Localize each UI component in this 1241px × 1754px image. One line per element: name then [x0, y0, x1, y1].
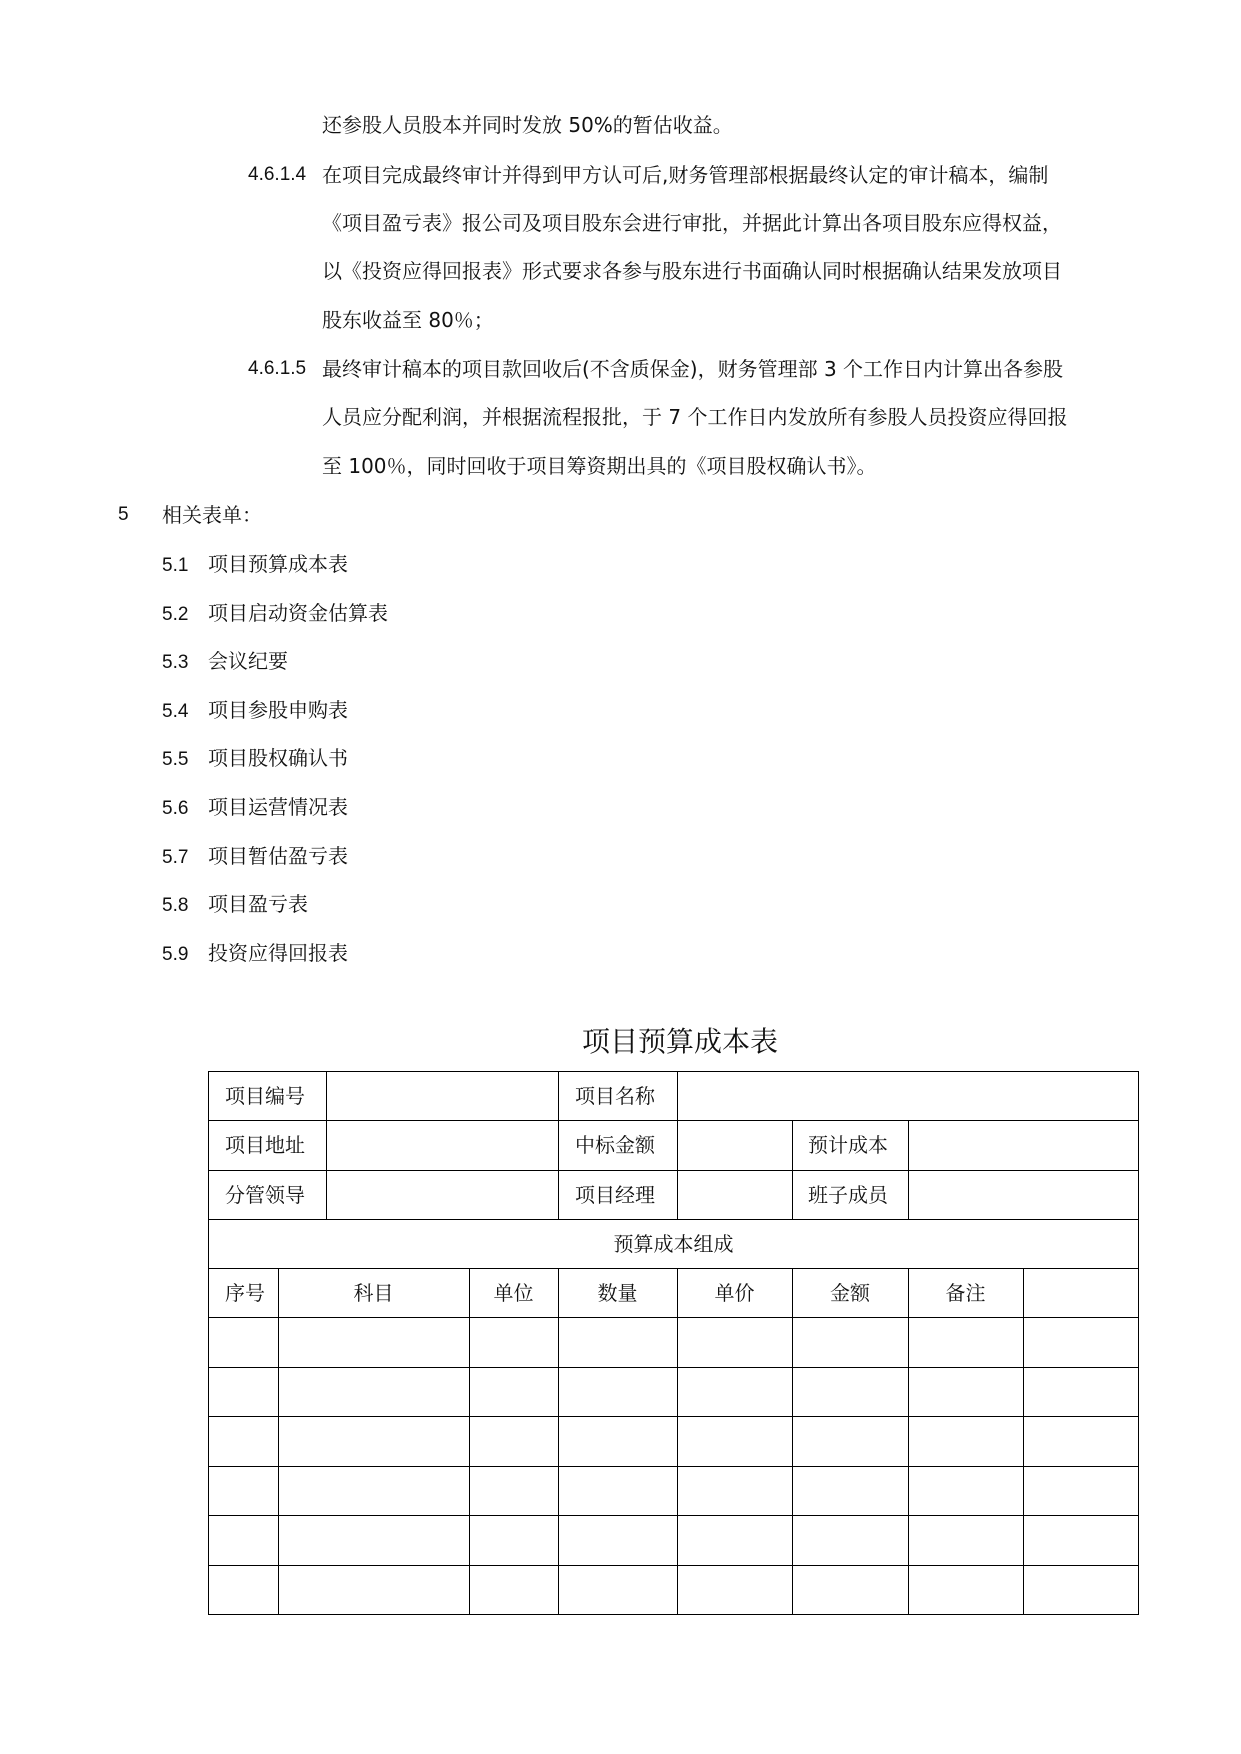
form-list-number: 5.8 [162, 895, 189, 916]
col-header: 序号 [225, 1281, 265, 1305]
paragraph-line: 人员应分配利润，并根据流程报批，于 7 个工作日内发放所有参股人员投资应得回报 [322, 405, 1068, 429]
form-list-item [162, 647, 288, 677]
form-list-label: 项目暂估盈亏表 [208, 844, 348, 868]
form-list-item [162, 842, 348, 872]
paragraph-line: 至 100％，同时回收于项目筹资期出具的《项目股权确认书》。 [322, 454, 877, 478]
paragraph-line: 股东收益至 80％； [322, 308, 494, 332]
form-list-item [162, 744, 348, 774]
form-list-label: 项目预算成本表 [208, 552, 348, 576]
label-project-no: 项目编号 [225, 1084, 305, 1108]
form-list-item [162, 696, 348, 726]
paragraph-line: 《项目盈亏表》报公司及项目股东会进行审批，并据此计算出各项目股东应得权益， [322, 211, 1062, 235]
paragraph-line: 以《投资应得回报表》形式要求各参与股东进行书面确认同时根据确认结果发放项目 [322, 259, 1062, 283]
col-header: 单位 [493, 1281, 534, 1305]
label-estimated-cost: 预计成本 [808, 1133, 888, 1157]
paragraph-line: 还参股人员股本并同时发放 50%的暂估收益。 [322, 113, 733, 137]
paragraph-line: 在项目完成最终审计并得到甲方认可后,财务管理部根据最终认定的审计稿本，编制 [322, 163, 1049, 187]
form-list-item [162, 890, 308, 920]
label-project-address: 项目地址 [225, 1133, 305, 1157]
form-list-number: 5.1 [162, 555, 189, 576]
clause-number: 4.6.1.4 [248, 164, 307, 185]
form-list-label: 会议纪要 [208, 649, 288, 673]
section-heading: 相关表单： [162, 503, 262, 527]
form-list-number: 5.6 [162, 798, 189, 819]
section-number: 5 [118, 504, 129, 525]
label-team-members: 班子成员 [808, 1183, 888, 1207]
form-title: 项目预算成本表 [581, 1025, 778, 1058]
form-list-label: 项目参股申购表 [208, 698, 348, 722]
form-list-item [162, 939, 348, 969]
label-project-name: 项目名称 [575, 1084, 655, 1108]
clause-number: 4.6.1.5 [248, 358, 307, 379]
form-list-label: 投资应得回报表 [208, 941, 348, 965]
col-header: 科目 [353, 1281, 394, 1305]
label-bid-amount: 中标金额 [575, 1133, 655, 1157]
form-list-number: 5.9 [162, 944, 189, 965]
col-header: 金额 [830, 1281, 870, 1305]
form-list-number: 5.2 [162, 604, 189, 625]
form-list-item [162, 550, 348, 580]
form-list-item [162, 793, 348, 823]
label-leader: 分管领导 [225, 1183, 305, 1207]
label-project-manager: 项目经理 [575, 1183, 655, 1207]
col-header: 备注 [945, 1281, 986, 1305]
form-list-number: 5.7 [162, 847, 189, 868]
paragraph-line: 最终审计稿本的项目款回收后(不含质保金)，财务管理部 3 个工作日内计算出各参股 [322, 357, 1064, 381]
form-list-number: 5.5 [162, 749, 189, 770]
form-list-number: 5.3 [162, 652, 189, 673]
col-header [1023, 1269, 1138, 1317]
label-composition: 预算成本组成 [613, 1232, 734, 1256]
form-list-number: 5.4 [162, 701, 189, 722]
form-list-label: 项目运营情况表 [208, 795, 348, 819]
col-header: 数量 [597, 1281, 638, 1305]
form-list-item [162, 599, 388, 629]
form-list-label: 项目盈亏表 [208, 892, 308, 916]
form-list-label: 项目股权确认书 [208, 746, 348, 770]
col-header: 单价 [714, 1281, 755, 1305]
form-list-label: 项目启动资金估算表 [208, 601, 388, 625]
